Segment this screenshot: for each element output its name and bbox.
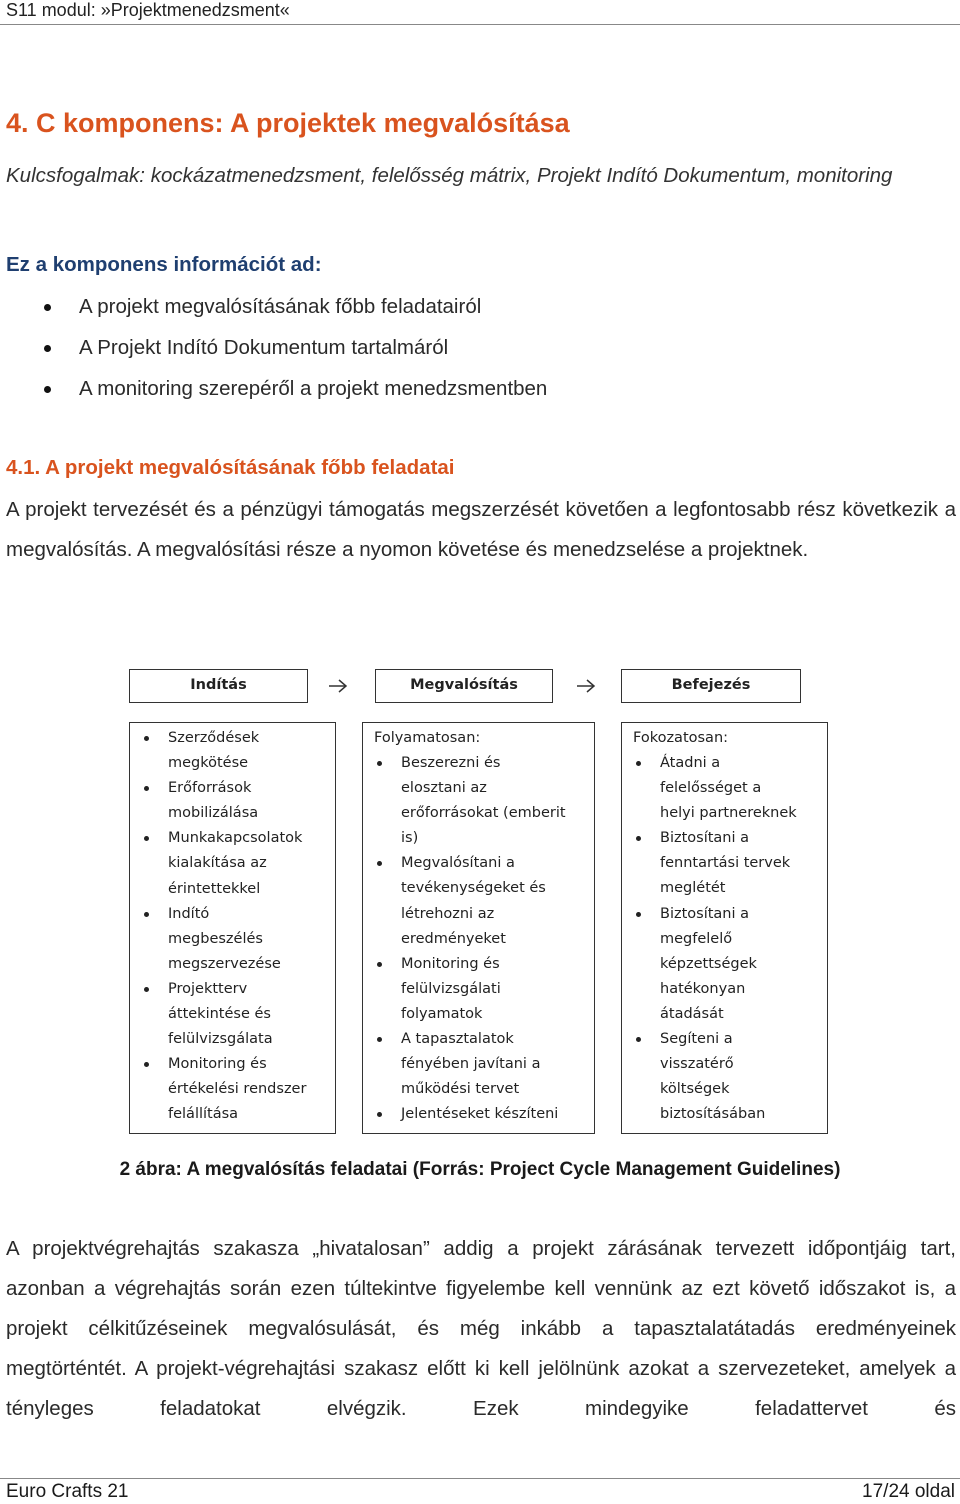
bullet-item (0, 286, 547, 327)
task-text-line: megbeszélés (168, 930, 263, 947)
keywords-line: Kulcsfogalmak: kockázatmenedzsment, felelősség mátrix, Projekt Indító Dokumentum, monitoring (6, 164, 893, 187)
info-heading: Ez a komponens információt ad: (6, 253, 322, 276)
task-text-line: felelősséget a (660, 780, 762, 797)
task-text-line: mobilizálása (168, 805, 259, 822)
header-rule (0, 24, 960, 25)
intro-paragraph: A projekt tervezését és a pénzügyi támogatás megszerzését követően a legfontosabb rész következik a megvalósítás. A megvalósítási része a nyomon követése és menedzselése a projektnek. (6, 498, 956, 561)
task-text-line: eredményeket (401, 930, 506, 947)
task-text-line: Szerződések (168, 730, 260, 746)
bullet-dot (44, 345, 51, 352)
running-header: S11 modul: »Projektmenedzsment« (6, 0, 290, 20)
bullet-dot (144, 736, 149, 741)
task-text-line: felülvizsgálata (168, 1031, 273, 1048)
task-item (130, 776, 306, 826)
task-list (363, 751, 566, 1127)
task-item (363, 751, 566, 851)
bullet-dot (636, 1037, 641, 1042)
bullet-dot (636, 836, 641, 841)
task-text-line: Megvalósítani a (401, 855, 515, 872)
arrow-right-icon (576, 676, 596, 696)
task-text-line: megszervezése (168, 955, 281, 972)
task-text-line: Erőforrások (168, 780, 252, 797)
column-lead: Fokozatosan: (633, 730, 729, 746)
bullet-dot (144, 836, 149, 841)
page-number: 17/24 oldal (862, 1481, 955, 1502)
column-lead: Folyamatosan: (374, 730, 481, 746)
bullet-text: A monitoring szerepéről a projekt menedzsmentben (79, 377, 548, 400)
task-text-line: is) (401, 830, 419, 847)
task-text-line: erőforrásokat (emberit (401, 805, 566, 822)
bullet-text: A Projekt Indító Dokumentum tartalmáról (79, 336, 449, 359)
task-list (130, 726, 306, 1128)
task-text-line: költségek (660, 1081, 730, 1098)
task-item (130, 826, 306, 901)
bullet-dot (377, 1112, 382, 1117)
task-text-line: megfelelő (660, 930, 733, 947)
task-item (363, 952, 566, 1027)
task-text-line: Projektterv (168, 980, 248, 997)
bullet-dot (377, 1037, 382, 1042)
task-item (130, 726, 306, 776)
task-text-line: képzettségek (660, 955, 757, 972)
bullet-dot (144, 786, 149, 791)
footer-rule (0, 1478, 960, 1479)
task-column-megvalositas (362, 722, 595, 1134)
arrow-right-icon (328, 676, 348, 696)
bullet-dot (636, 761, 641, 766)
task-text-line: átadását (660, 1005, 724, 1022)
task-text-line: fényében javítani a (401, 1056, 541, 1073)
bullet-dot (377, 761, 382, 766)
task-item (622, 751, 797, 826)
bullet-dot (144, 912, 149, 917)
bullet-dot (377, 962, 382, 967)
task-item (622, 902, 797, 1027)
bullet-dot (377, 861, 382, 866)
task-text-line: megkötése (168, 755, 249, 772)
phase-box-befejezes: Befejezés (621, 669, 801, 703)
task-text-line: Monitoring és (168, 1056, 267, 1073)
task-text-line: Jelentéseket készíteni (401, 1106, 559, 1123)
bullet-dot (144, 1062, 149, 1067)
phase-box-inditas: Indítás (129, 669, 308, 703)
task-item (363, 1027, 566, 1102)
task-item (622, 1027, 797, 1127)
task-text-line: Átadni a (660, 755, 721, 771)
task-text-line: érintettekkel (168, 880, 261, 897)
task-text-line: biztosításában (660, 1106, 766, 1123)
task-text-line: fenntartási tervek (660, 855, 791, 872)
task-text-line: tevékenységeket és (401, 880, 546, 897)
task-text-line: Munkakapcsolatok (168, 830, 303, 847)
task-text-line: Segíteni a (660, 1031, 733, 1048)
task-text-line: működési tervet (401, 1081, 520, 1098)
task-text-line: folyamatok (401, 1005, 483, 1022)
body-paragraph: A projektvégrehajtás szakasza „hivatalosan” addig a projekt zárásának tervezett időpontjáig tart, azonban a végrehajtás során ezen túltekintve figyelembe kell vennünk az ezt követő időszakot is, a projekt célkitűzéseinek megvalósulását, és még inkább a tapasztalatátadás eredményeinek megtörténtét. A projekt-végrehajtási szakasz előtt ki kell jelölnünk azokat a szervezeteket, amelyek a tényleges feladatokat elvégzik. Ezek mindegyike feladattervet és (6, 1237, 956, 1420)
task-text-line: létrehozni az (401, 905, 495, 922)
phase-box-megvalositas: Megvalósítás (375, 669, 553, 703)
bullet-item (0, 368, 547, 409)
task-text-line: meglétét (660, 880, 726, 897)
task-item (363, 1102, 566, 1127)
task-column-inditas (129, 722, 336, 1134)
bullet-item (0, 327, 547, 368)
footer-left: Euro Crafts 21 (6, 1481, 129, 1502)
task-text-line: felülvizsgálati (401, 980, 501, 997)
task-item (363, 851, 566, 951)
bullet-dot (636, 912, 641, 917)
bullet-dot (44, 386, 51, 393)
task-text-line: helyi partnereknek (660, 805, 797, 822)
task-text-line: A tapasztalatok (401, 1031, 514, 1048)
task-text-line: felállítása (168, 1106, 239, 1123)
figure-caption: 2 ábra: A megvalósítás feladatai (Forrás: Project Cycle Management Guidelines) (119, 1159, 841, 1180)
task-item (622, 826, 797, 901)
task-text-line: Biztosítani a (660, 905, 750, 922)
bullet-dot (44, 304, 51, 311)
task-text-line: kialakítása az (168, 855, 267, 872)
task-text-line: áttekintése és (168, 1006, 271, 1023)
task-column-befejezes (621, 722, 828, 1134)
bullet-text: A projekt megvalósításának főbb feladatairól (79, 295, 482, 318)
section-title: 4. C komponens: A projektek megvalósítása (6, 108, 570, 138)
info-bullet-list (0, 286, 547, 409)
task-text-line: hatékonyan (660, 980, 746, 997)
task-list (622, 751, 797, 1127)
task-text-line: értékelési rendszer (168, 1081, 307, 1098)
bullet-dot (144, 987, 149, 992)
task-item (130, 902, 306, 977)
task-item (130, 977, 306, 1052)
subsection-title: 4.1. A projekt megvalósításának főbb feladatai (6, 456, 455, 479)
task-item (130, 1052, 306, 1127)
task-text-line: Monitoring és (401, 955, 500, 972)
task-text-line: Beszerezni és (401, 755, 501, 771)
task-text-line: Biztosítani a (660, 830, 750, 847)
task-text-line: elosztani az (401, 780, 487, 797)
task-text-line: Indító (168, 905, 210, 922)
task-text-line: visszatérő (660, 1056, 734, 1073)
